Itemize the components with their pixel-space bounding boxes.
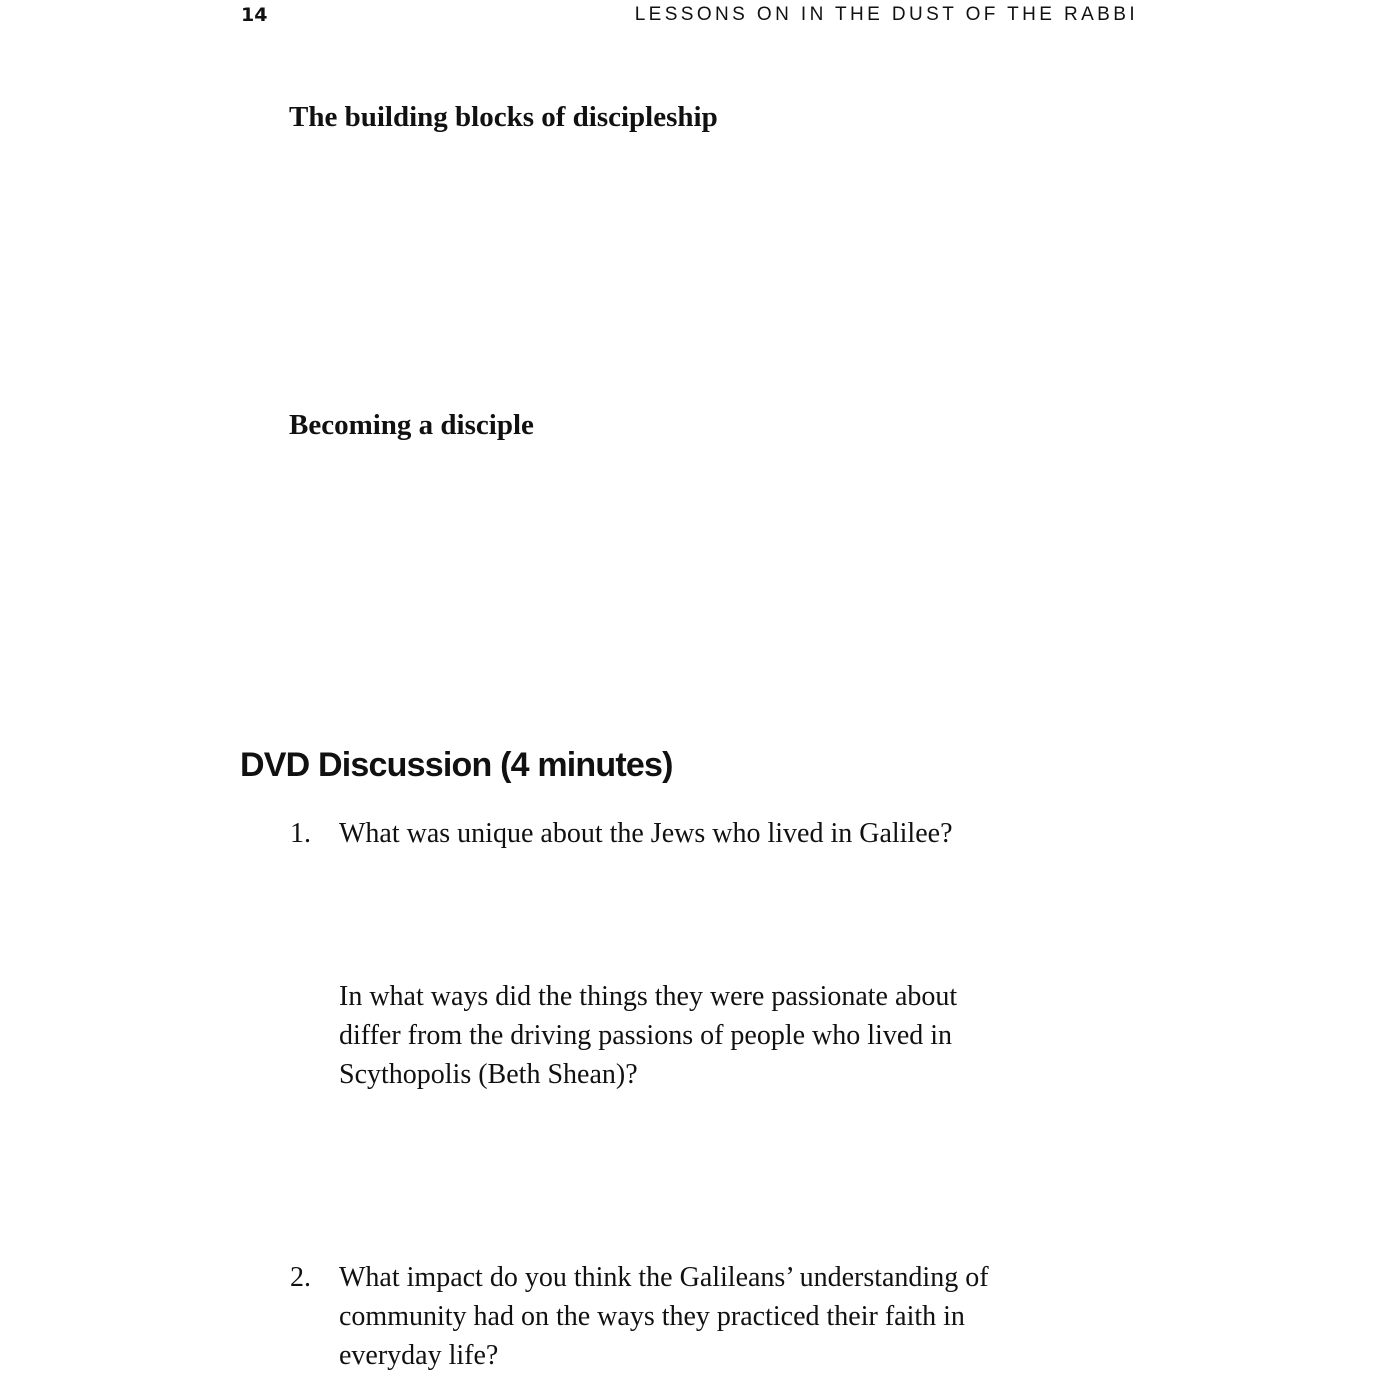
question-2-text	[339, 1258, 1139, 1375]
question-1-follow-up	[339, 977, 1139, 1094]
text-line: What impact do you think the Galileans’ understanding of	[339, 1262, 989, 1293]
running-header: LESSONS ON IN THE DUST OF THE RABBI	[634, 4, 1138, 25]
text-line: everyday life?	[339, 1340, 499, 1371]
question-2-number: 2.	[290, 1262, 311, 1293]
subheading-building-blocks: The building blocks of discipleship	[289, 101, 718, 133]
text-line: Scythopolis (Beth Shean)?	[339, 1059, 638, 1090]
question-1-text	[339, 814, 1139, 853]
section-title-dvd-discussion: DVD Discussion (4 minutes)	[240, 746, 673, 784]
text-line: differ from the driving passions of people who lived in	[339, 1020, 953, 1051]
text-line: What was unique about the Jews who lived in Galilee?	[339, 818, 953, 849]
question-1-number: 1.	[290, 818, 311, 849]
page-number: 14	[241, 4, 268, 26]
text-line: In what ways did the things they were passionate about	[339, 981, 958, 1012]
subheading-becoming-disciple: Becoming a disciple	[289, 409, 534, 441]
text-line: community had on the ways they practiced their faith in	[339, 1301, 965, 1332]
